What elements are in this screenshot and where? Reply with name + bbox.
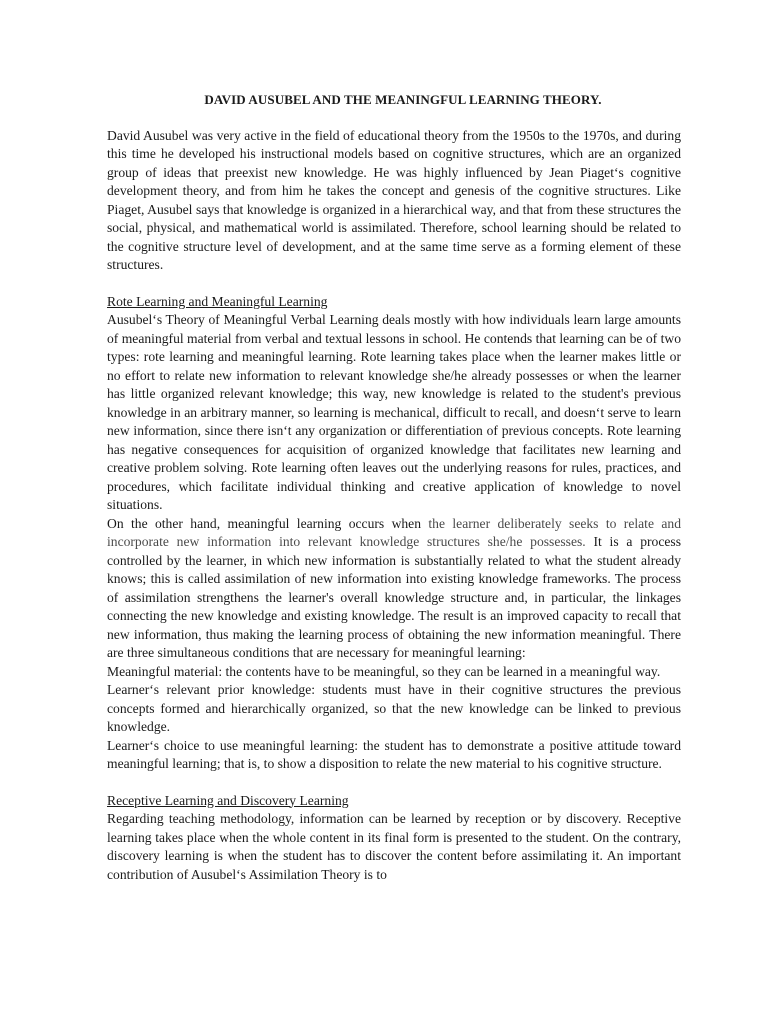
receptive-learning-paragraph: Regarding teaching methodology, information can be learned by reception or by discovery. Receptive learning takes place when the whole content in its final form is presented to the student. On the contrary, discovery learning is when the student has to discover the content before assimilating it. An important contribution of Ausubel‘s Assimilation Theory is to	[107, 811, 681, 882]
section-heading-receptive-discovery: Receptive Learning and Discovery Learning	[107, 792, 349, 808]
document-title: DAVID AUSUBEL AND THE MEANINGFUL LEARNING THEORY.	[204, 92, 602, 107]
meaningful-learning-paragraph	[107, 515, 681, 663]
condition-prior-knowledge: Learner‘s relevant prior knowledge: students must have in their cognitive structures the previous concepts formed and hierarchically organized, so that the new knowledge can be linked to previous knowledge.	[107, 682, 681, 734]
meaningful-paragraph-start: On the other hand, meaningful learning occurs when	[107, 515, 429, 531]
meaningful-paragraph-end: It is a process controlled by the learner, in which new information is substantially related to what the student already knows; this is called assimilation of new information into existing knowledge frameworks. The process of assimilation strengthens the learner's overall knowledge structure and, in particular, the linkages connecting the new knowledge and existing knowledge. The result is an improved capacity to recall that new information, thus making the learning process of obtaining the new information meaningful. There are three simultaneous conditions that are necessary for meaningful learning:	[107, 534, 681, 660]
condition-learner-choice: Learner‘s choice to use meaningful learning: the student has to demonstrate a positive attitude toward meaningful learning; that is, to show a disposition to relate the new material to his cognitive structure.	[107, 737, 681, 771]
condition-meaningful-material: Meaningful material: the contents have to be meaningful, so they can be learned in a meaningful way.	[107, 663, 661, 679]
section-heading-rote-meaningful: Rote Learning and Meaningful Learning	[107, 293, 328, 309]
rote-learning-paragraph: Ausubel‘s Theory of Meaningful Verbal Learning deals mostly with how individuals learn large amounts of meaningful material from verbal and textual lessons in school. He contends that learning can be of two types: rote learning and meaningful learning. Rote learning takes place when the learner makes little or no effort to relate new information to relevant knowledge she/he already possesses or when the learner has little organized relevant knowledge; this way, new knowledge is related to the student's previous knowledge in an arbitrary manner, so learning is mechanical, difficult to recall, and doesn‘t serve to learn new information, since there isn‘t any organization or differentiation of previous concepts. Rote learning has negative consequences for acquisition of organized knowledge that facilitates new learning and creative problem solving. Rote learning often leaves out the underlying reasons for rules, practices, and procedures, which facilitate individual thinking and creative application of knowledge to novel situations.	[107, 312, 681, 512]
spacer	[107, 275, 681, 293]
spacer	[107, 774, 681, 792]
intro-paragraph: David Ausubel was very active in the field of educational theory from the 1950s to the 1970s, and during this time he developed his instructional models based on cognitive structures, which are an organized group of ideas that preexist new knowledge. He was highly influenced by Jean Piaget‘s cognitive development theory, and from him he takes the concept and genesis of the cognitive structures. Like Piaget, Ausubel says that knowledge is organized in a hierarchical way, and that from these structures the social, physical, and mathematical world is assimilated. Therefore, school learning should be related to the cognitive structure level of development, and at the same time serve as a forming element of these structures.	[107, 127, 681, 272]
meaningful-paragraph-highlight: the learner deliberately seeks to relate and incorporate new information into relevant knowledge structures she/he possesses.	[107, 515, 681, 549]
